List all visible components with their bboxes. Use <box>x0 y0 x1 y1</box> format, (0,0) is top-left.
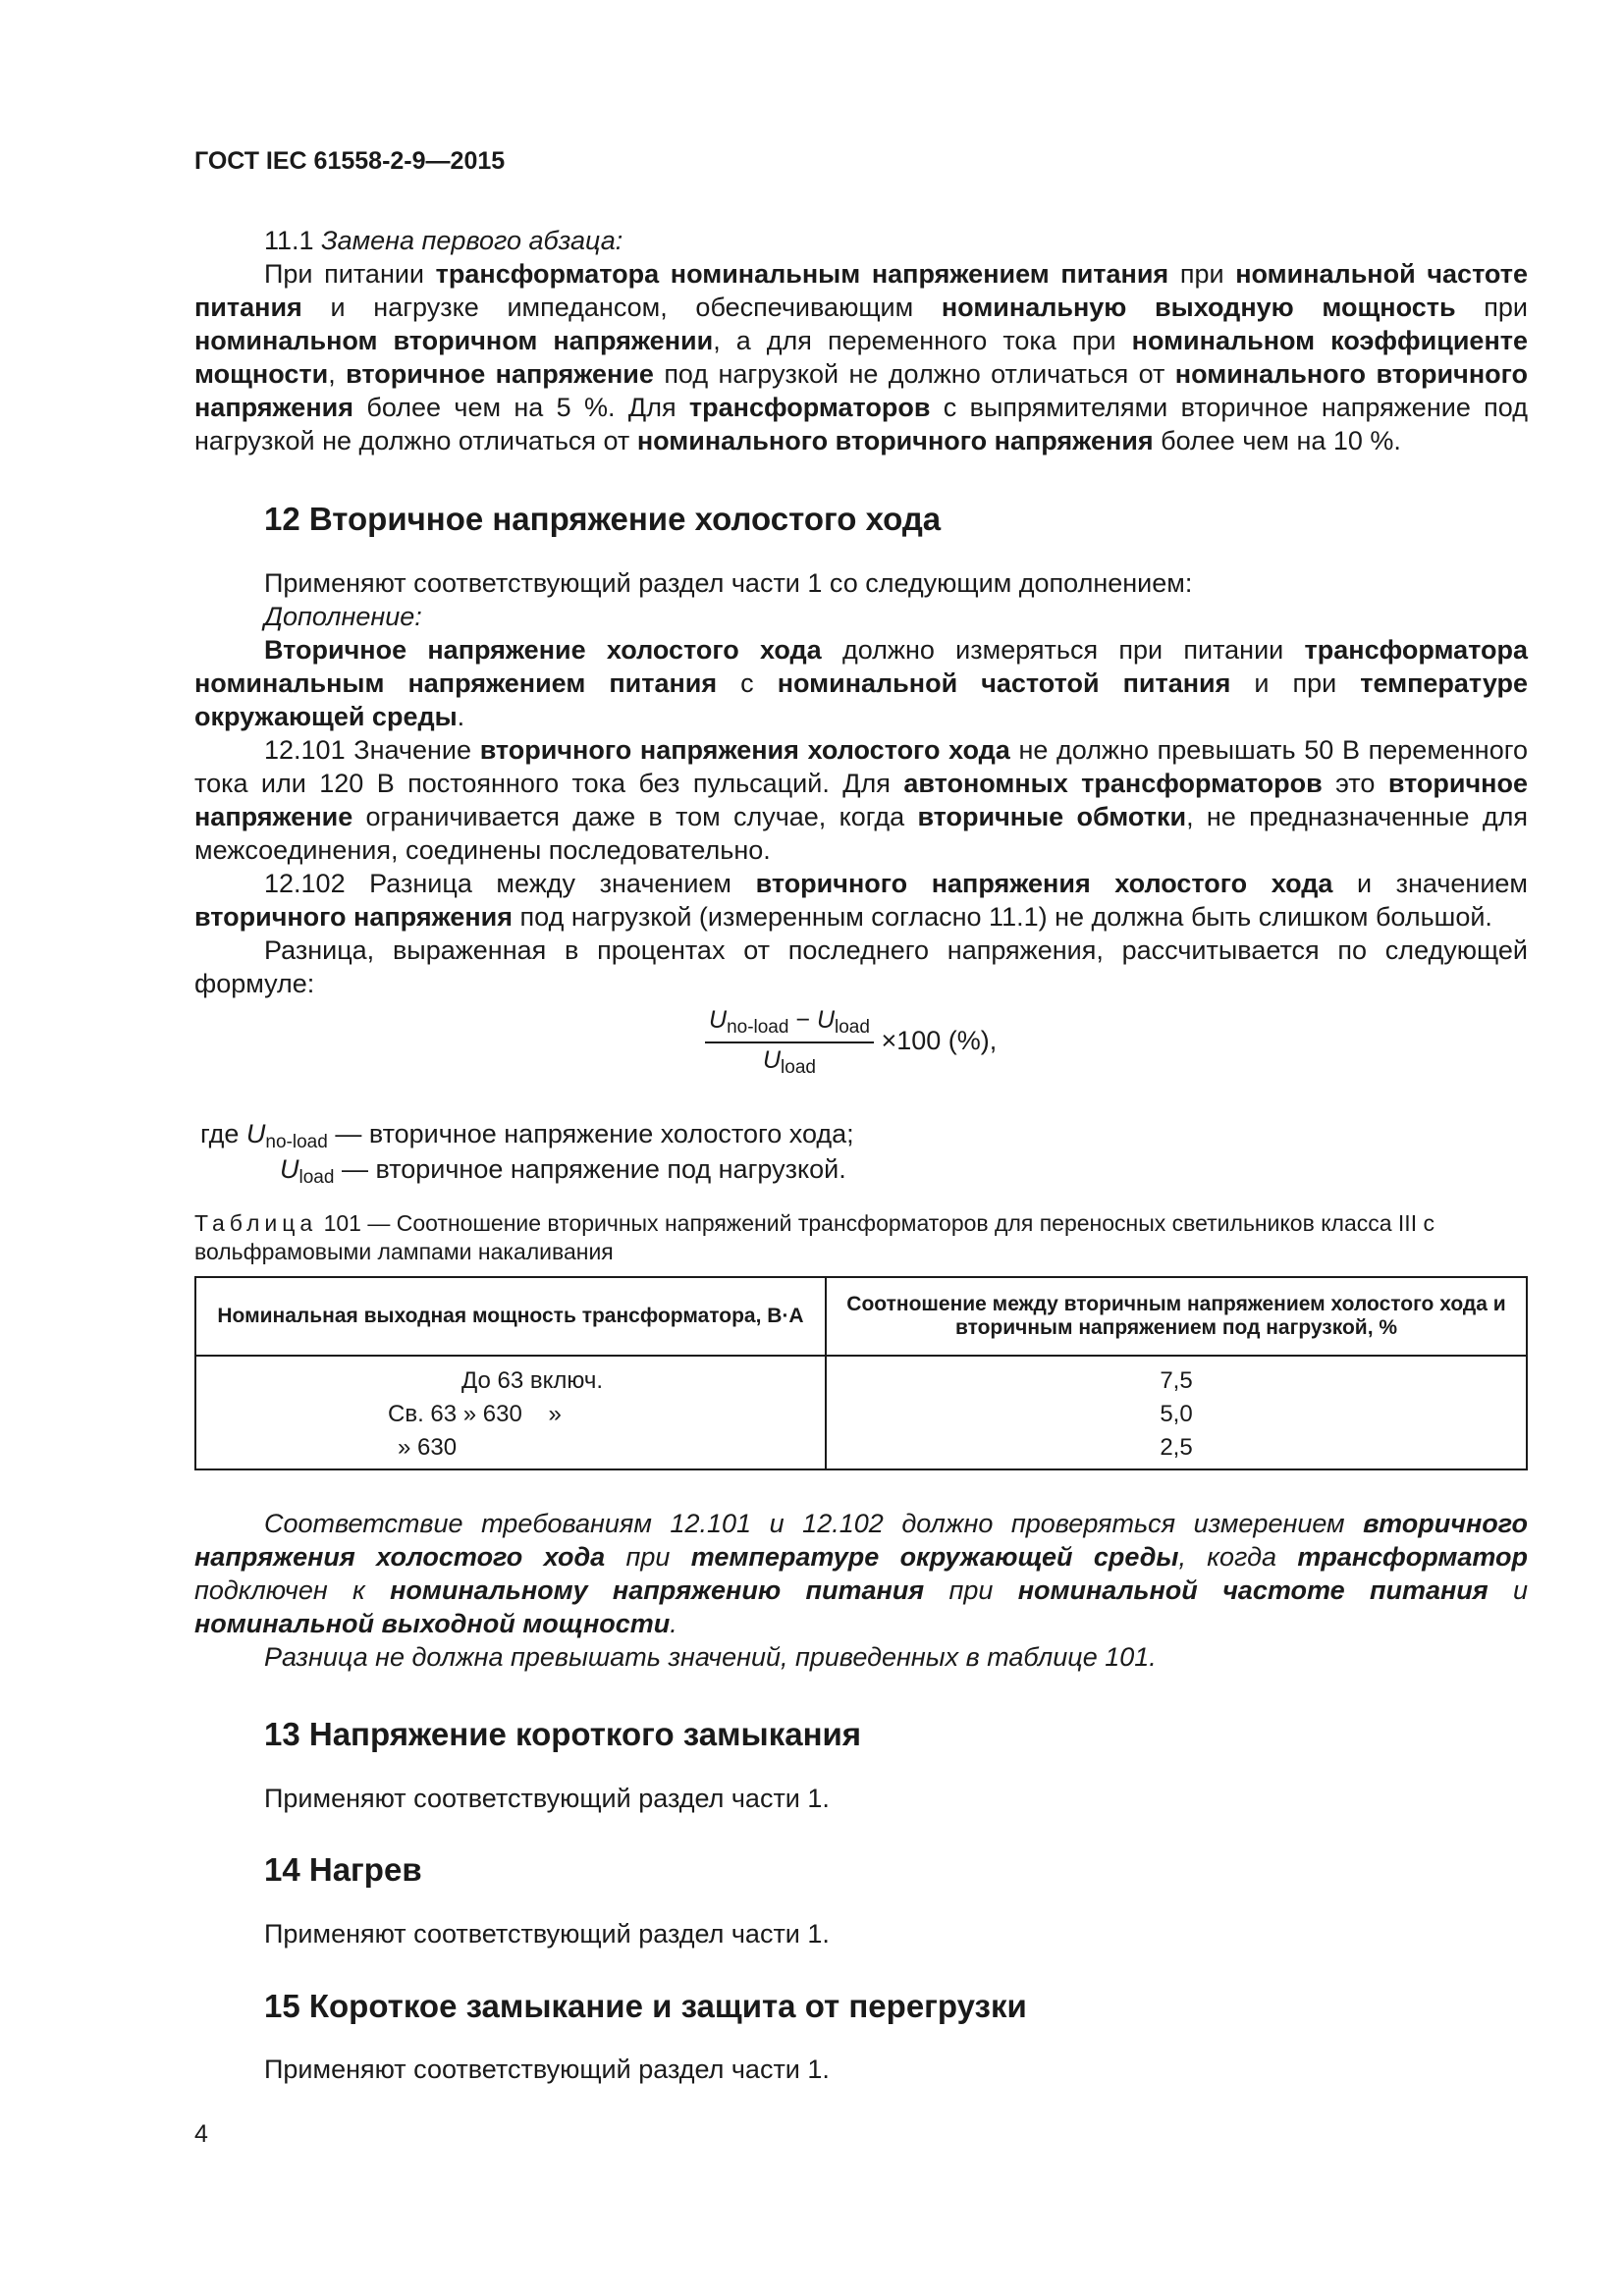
text-run: трансформатора номинальным напряжением питания <box>194 635 1528 698</box>
paragraph-12-101 <box>194 733 1528 867</box>
text-run: и при <box>1230 668 1361 698</box>
text-run: Вторичное напряжение холостого хода <box>264 635 822 665</box>
section-15 <box>194 1988 1528 2025</box>
text-run: при <box>1455 293 1528 322</box>
section-title-13: 13 Напряжение короткого замыкания <box>264 1716 862 1752</box>
text-run: номинального вторичного напряжения <box>194 359 1528 422</box>
text-run: номинальном коэффициенте мощности <box>194 326 1528 389</box>
compliance-block <box>194 1507 1528 1674</box>
table-header-ratio: Соотношение между вторичным напряжением холостого хода и вторичным напряжением под нагрузкой, % <box>826 1277 1527 1356</box>
text-run: вторичного напряжения <box>194 902 514 932</box>
table-cell-ratio: 7,5 <box>1160 1367 1193 1394</box>
text-run: трансформатор <box>1297 1542 1528 1572</box>
text-run: 12.102 Разница между значением <box>264 869 756 898</box>
table-cell-ratio: 2,5 <box>1160 1434 1193 1461</box>
text-run: трансформаторов <box>688 393 931 422</box>
paragraph-11-1 <box>194 257 1528 457</box>
table-col-power <box>195 1356 826 1469</box>
text-run: при <box>605 1542 691 1572</box>
text-run: . <box>670 1609 677 1638</box>
text-run: температуре окружающей среды <box>194 668 1528 731</box>
text-run: и <box>1488 1575 1528 1605</box>
text-run: , не предназначенные для межсоединения, соединены последовательно. <box>194 802 1528 865</box>
text-run: автономных трансформаторов <box>903 769 1323 798</box>
page-number: 4 <box>194 2120 208 2148</box>
text-run: вторичное напряжение <box>194 769 1528 831</box>
table-caption: Таблица 101 — Соотношение вторичных напряжений трансформаторов для переносных светильников класса III с вольфрамовыми лампами накаливания <box>194 1210 1435 1264</box>
formula-fraction <box>705 1006 874 1079</box>
formula-numerator: $U_{no-load} - U_{load}$ <box>705 1006 874 1043</box>
text-run: , а для переменного тока при <box>713 326 1132 355</box>
text-run: , когда <box>1178 1542 1298 1572</box>
compliance-paragraph <box>194 1507 1528 1640</box>
replacement-note: 11.1 Замена первого абзаца: <box>264 226 623 255</box>
text-run: 12.101 Значение <box>264 735 480 765</box>
paragraph-12-102 <box>194 867 1528 934</box>
text-run: номинальной частоте питания <box>194 259 1528 322</box>
text-run: и нагрузке импедансом, обеспечивающим <box>301 293 942 322</box>
formula-multiplier: ×100 (%), <box>881 1026 998 1056</box>
text-run: номинальной выходной мощности <box>194 1609 671 1638</box>
table-cell-power: » 630 <box>398 1434 458 1461</box>
section-15-text: Применяют соответствующий раздел части 1. <box>264 2055 830 2084</box>
addition-label: Дополнение: <box>264 602 422 631</box>
where-line-1: где $U_{no-load}$ — вторичное напряжение холостого хода; <box>200 1119 854 1152</box>
apply-note-12: Применяют соответствующий раздел части 1 со следующим дополнением: <box>264 568 1193 598</box>
text-run: должно измеряться при питании <box>821 635 1305 665</box>
paragraph-12-intro <box>194 633 1528 733</box>
document-header: ГОСТ IEC 61558-2-9—2015 <box>194 147 506 175</box>
text-run: подключен к <box>194 1575 391 1605</box>
text-run: Соответствие требованиям 12.101 и 12.102 должно проверяться измерением <box>264 1509 1364 1538</box>
section-title-12: 12 Вторичное напряжение холостого хода <box>264 501 942 537</box>
difference-formula <box>705 1006 997 1079</box>
table-header-row <box>195 1277 1527 1356</box>
text-run: под нагрузкой (измеренным согласно 11.1) не должна быть слишком большой. <box>513 902 1492 932</box>
text-run: температуре окружающей среды <box>690 1542 1179 1572</box>
text-run: вторичного напряжения холостого хода <box>479 735 1010 765</box>
section-14 <box>194 1851 1528 1889</box>
text-run: при <box>1168 259 1236 289</box>
text-run: , <box>328 359 347 389</box>
table-header-power: Номинальная выходная мощность трансформатора, В·А <box>195 1277 826 1356</box>
table-cell-ratio: 5,0 <box>1160 1401 1193 1427</box>
formula-denominator: $U_{load}$ <box>762 1046 816 1078</box>
section-11-1 <box>194 224 1528 457</box>
section-13-text: Применяют соответствующий раздел части 1. <box>264 1784 830 1813</box>
section-14-body <box>194 1917 1528 1950</box>
compliance-note: Разница не должна превышать значений, приведенных в таблице 101. <box>264 1642 1157 1672</box>
text-run: номинальном вторичном напряжении <box>194 326 714 355</box>
text-run: номинальному напряжению питания <box>390 1575 925 1605</box>
text-run: вторичного напряжения холостого хода <box>755 869 1333 898</box>
text-run: с выпрямителями вторичное напряжение под нагрузкой не должно отличаться от <box>194 393 1528 455</box>
text-run: более чем на 10 %. <box>1153 426 1401 455</box>
paragraph-formula-intro: Разница, выраженная в процентах от последнего напряжения, рассчитывается по следующей формуле: <box>194 935 1528 998</box>
text-run: под нагрузкой не должно отличаться от <box>653 359 1175 389</box>
text-run: трансформатора номинальным напряжением питания <box>435 259 1169 289</box>
table-col-ratio <box>826 1356 1527 1469</box>
text-run: вторичного напряжения холостого хода <box>194 1509 1528 1572</box>
text-run: это <box>1322 769 1388 798</box>
text-run: ограничивается даже в том случае, когда <box>352 802 918 831</box>
where-line-2: $U_{load}$ — вторичное напряжение под нагрузкой. <box>280 1154 846 1188</box>
voltage-ratio-table <box>194 1276 1528 1470</box>
text-run: вторичные обмотки <box>917 802 1187 831</box>
text-run: . <box>457 702 465 731</box>
text-run: номинальную выходную мощность <box>941 293 1456 322</box>
section-14-text: Применяют соответствующий раздел части 1. <box>264 1919 830 1949</box>
text-run: номинальной частотой питания <box>777 668 1231 698</box>
text-run: номинального вторичного напряжения <box>636 426 1154 455</box>
section-title-15: 15 Короткое замыкание и защита от перегрузки <box>264 1988 1027 2024</box>
section-12 <box>194 501 1528 538</box>
text-run: при <box>924 1575 1018 1605</box>
text-run: с <box>717 668 778 698</box>
section-13-body <box>194 1782 1528 1815</box>
text-run: вторичное напряжение <box>346 359 654 389</box>
section-12-body <box>194 566 1528 1000</box>
section-15-body <box>194 2053 1528 2086</box>
section-13 <box>194 1716 1528 1753</box>
table-body-row <box>195 1356 1527 1469</box>
text-run: номинальной частоте питания <box>1017 1575 1489 1605</box>
text-run: более чем на 5 %. Для <box>353 393 689 422</box>
table-cell-power: До 63 включ. <box>461 1367 604 1394</box>
section-title-14: 14 Нагрев <box>264 1851 422 1888</box>
text-run: не должно превышать 50 В переменного тока или 120 В постоянного тока без пульсаций. Для <box>194 735 1529 798</box>
table-cell-power: Св. 63 » 630 » <box>388 1401 562 1427</box>
text-run: При питании <box>264 259 436 289</box>
text-run: и значением <box>1332 869 1528 898</box>
